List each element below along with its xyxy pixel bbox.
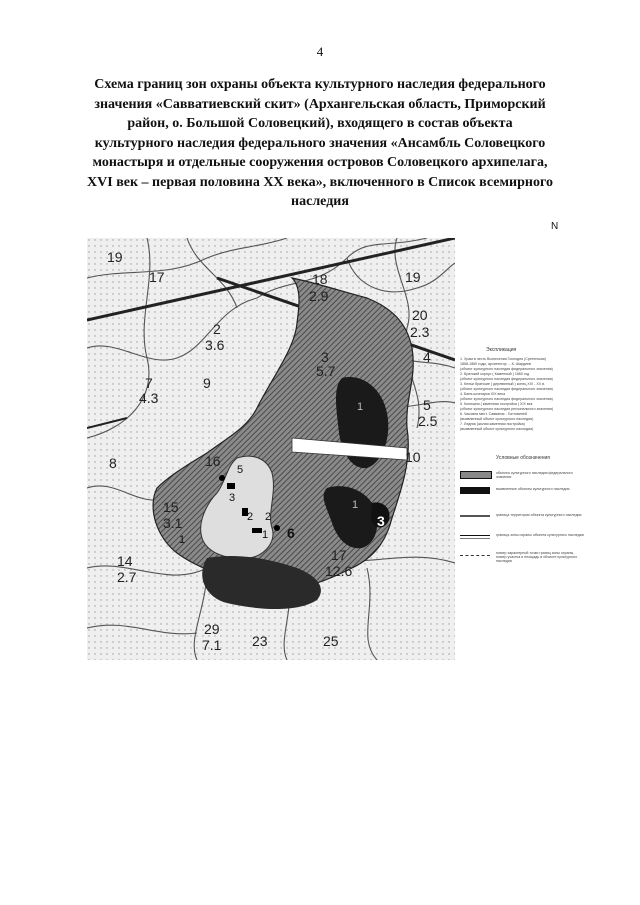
legend-title: Экспликация	[486, 347, 517, 353]
parcel-area: 2.7	[117, 569, 137, 585]
legend-symbol-label: объекты культурного наследия федерального значения	[496, 471, 573, 480]
zone-number: 2	[265, 511, 272, 523]
zone-number: 6	[287, 525, 295, 541]
parcel-area: 2.9	[309, 288, 329, 304]
title-line: наследия	[291, 194, 349, 209]
legend-swatch-point	[460, 555, 490, 556]
legend-symbol-label: граница зоны охраны объекта культурного наследия	[496, 533, 584, 537]
building-marker	[227, 483, 235, 489]
legend-item: 3. Кельи братские ( деревянный ) конец XIX - XX в.	[460, 382, 546, 386]
zone-number: 1	[352, 499, 359, 511]
parcel-area: 5.7	[316, 363, 336, 379]
point-marker	[274, 525, 280, 531]
zone-number: 3	[377, 513, 385, 529]
parcel-area: 3.1	[163, 515, 183, 531]
title-line: Схема границ зон охраны объекта культурного наследия федерального	[94, 77, 546, 92]
title-line: монастыря и отдельные сооружения островов Соловецкого архипелага,	[92, 155, 548, 170]
legend-item: 2. Братский корпус ( Каменный ) 1860 год	[460, 372, 530, 376]
parcel-label: 2	[213, 321, 221, 337]
legend-item: (выявленный объект культурного наследия)	[460, 427, 534, 431]
north-arrow-label: N	[551, 221, 559, 232]
parcel-area: 4.3	[139, 390, 159, 406]
legend-item: (объект культурного наследия федерального значения)	[460, 397, 553, 401]
zone-number: 2	[247, 511, 254, 523]
parcel-label: 8	[109, 455, 117, 471]
parcel-label: 15	[163, 499, 179, 515]
map-image	[87, 238, 455, 660]
legend-subtitle: Условные обозначения	[496, 455, 551, 461]
title-line: культурного наследия федерального значения «Ансамбль Соловецкого	[94, 135, 546, 151]
parcel-label: 14	[117, 553, 133, 569]
parcel-area: 7.1	[202, 637, 222, 653]
parcel-label: 7	[145, 375, 153, 391]
parcel-label: 9	[203, 375, 211, 391]
title-line: район, о. Большой Соловецкий), входящего в состав объекта	[127, 116, 513, 131]
zone-number: 1	[357, 401, 364, 413]
legend-item: (объект культурного наследия федерального значения)	[460, 387, 553, 391]
page-number: 4	[316, 44, 324, 59]
parcel-label: 19	[405, 269, 421, 285]
point-marker	[219, 475, 225, 481]
map-drawing	[87, 238, 455, 660]
parcel-area: 3.6	[205, 337, 225, 353]
parcel-label: 16	[205, 453, 221, 469]
parcel-label: 10	[405, 449, 421, 465]
legend-item: 7. Ледник (жилая каменная постройка)	[460, 422, 525, 426]
legend-symbol-label: выявленные объекты культурного наследия	[496, 487, 570, 491]
document-title	[70, 75, 570, 212]
legend-item: (объект культурного наследия федерального значения)	[460, 367, 553, 371]
map-legend	[456, 337, 586, 587]
parcel-label: 19	[107, 249, 123, 265]
parcel-label: 23	[252, 633, 268, 649]
legend-swatch-zone-line	[460, 535, 490, 539]
parcel-label: 17	[149, 269, 165, 285]
zone-number: 1	[179, 534, 186, 546]
legend-swatch-zone	[460, 471, 492, 479]
legend-swatch-boundary	[460, 515, 490, 517]
legend-item: 5. Конюшня ( каменная постройка ) XIX век	[460, 402, 533, 406]
legend-symbol-label: граница территории объекта культурного наследия	[496, 513, 582, 517]
legend-item: 4. Баня-кочегарка XIX века	[460, 392, 506, 396]
parcel-label: 17	[331, 547, 347, 563]
parcel-label: 18	[312, 271, 328, 287]
zone-number: 3	[229, 492, 236, 504]
parcel-label: 29	[204, 621, 220, 637]
legend-item: 6. Часовня мест. Савватия - Гонтовиней	[460, 412, 527, 416]
title-line: значения «Савватиевский скит» (Архангельская область, Приморский	[94, 96, 546, 112]
legend-item: 1. Храм в честь Вознесения Господня (Сретенская)	[460, 357, 546, 361]
parcel-label: 25	[323, 633, 339, 649]
parcel-area: 2.5	[418, 413, 438, 429]
legend-symbol-label: номер характерной точки границ зоны охраны, номер участка и площадь в объекте культурного наследия	[496, 551, 578, 564]
zone-number: 5	[237, 464, 244, 476]
parcel-area: 2.3	[410, 324, 430, 340]
parcel-label: 3	[321, 349, 329, 365]
building-marker	[252, 528, 262, 533]
zone-number: 1	[262, 529, 269, 541]
legend-item: 1858-1860 годы, архитектор ... К. Шардиев	[460, 362, 531, 366]
parcel-area: 12.6	[325, 563, 353, 579]
legend-swatch-object	[460, 487, 490, 494]
parcel-label: 5	[423, 397, 431, 413]
legend-item: (объект культурного наследия федерального значения)	[460, 377, 553, 381]
title-line: XVI век – первая половина XX века», включенного в Список всемирного	[87, 174, 553, 190]
legend-item: (объект культурного наследия регионального значения)	[460, 407, 554, 411]
parcel-label: 4	[423, 349, 431, 365]
parcel-label: 20	[412, 307, 428, 323]
legend-item: (выявленный объект культурного наследия)	[460, 417, 534, 421]
